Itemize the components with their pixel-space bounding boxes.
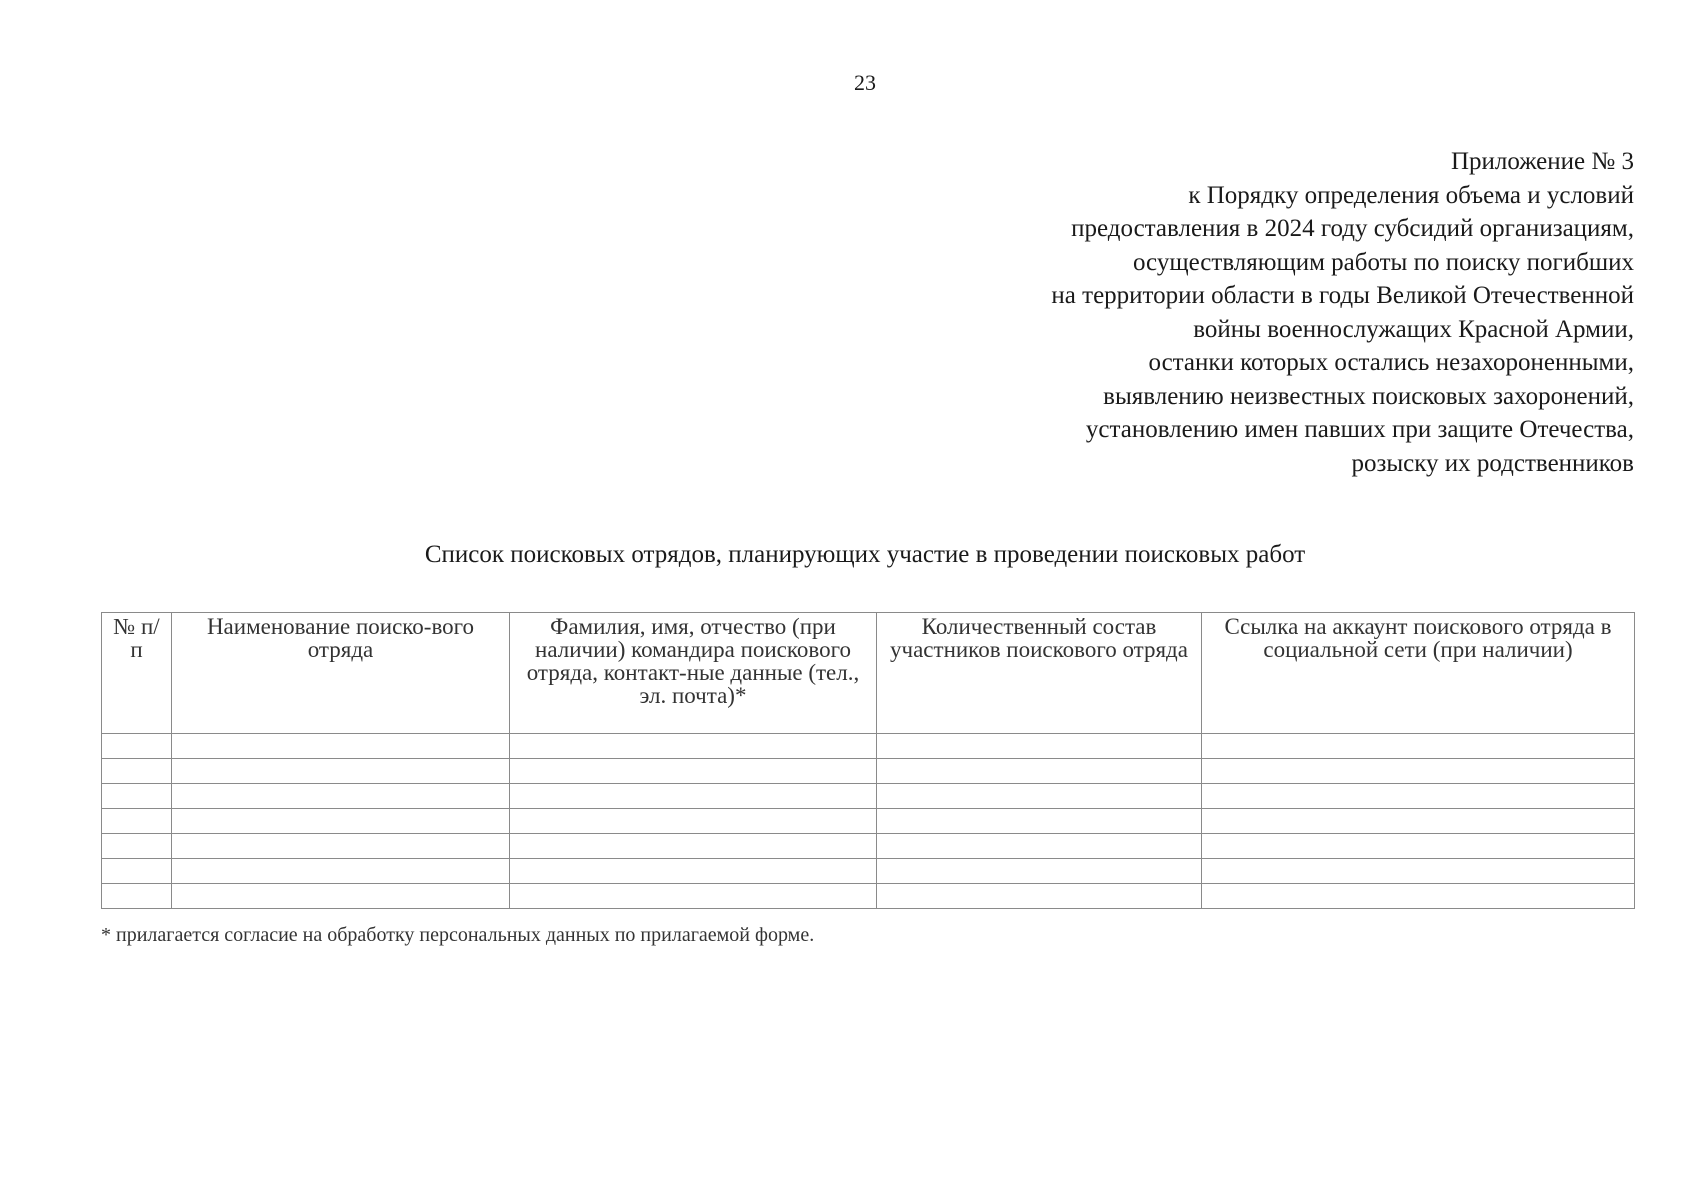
table-header-row	[102, 613, 1635, 734]
table-cell	[1202, 734, 1635, 759]
appendix-line: на территории области в годы Великой Отечественной	[1051, 282, 1634, 309]
table-cell	[510, 834, 877, 859]
table-cell	[102, 734, 172, 759]
appendix-line: розыску их родственников	[1351, 449, 1634, 477]
table-cell	[172, 884, 510, 909]
appendix-line: Приложение № 3	[1450, 148, 1634, 175]
table-cell	[877, 884, 1202, 909]
table-cell	[102, 784, 172, 809]
appendix-line: к Порядку определения объема и условий	[1188, 181, 1634, 209]
table-cell	[102, 809, 172, 834]
table-row	[102, 884, 1635, 909]
table-cell	[1202, 759, 1635, 784]
appendix-line: выявлению неизвестных поисковых захоронений,	[1103, 382, 1634, 410]
table-cell	[102, 834, 172, 859]
header-number: № п/п	[102, 613, 172, 734]
table-row	[102, 834, 1635, 859]
table-cell	[1202, 884, 1635, 909]
table-cell	[877, 784, 1202, 809]
header-commander-contacts: Фамилия, имя, отчество (при наличии) командира поискового отряда, контакт-ные данные (тел., эл. почта)*	[510, 613, 877, 734]
table-cell	[510, 759, 877, 784]
appendix-line: войны военнослужащих Красной Армии,	[1193, 315, 1634, 343]
table-cell	[1202, 834, 1635, 859]
header-squad-name: Наименование поиско-вого отряда	[172, 613, 510, 734]
table-cell	[1202, 784, 1635, 809]
header-social-link: Ссылка на аккаунт поискового отряда в социальной сети (при наличии)	[1202, 613, 1635, 734]
table-cell	[510, 734, 877, 759]
appendix-line: осуществляющим работы по поиску погибших	[1132, 248, 1634, 276]
table-cell	[877, 834, 1202, 859]
appendix-line: установлению имен павших при защите Отечества,	[1085, 416, 1634, 443]
appendix-line: останки которых остались незахороненными,	[1148, 349, 1634, 376]
table-cell	[510, 784, 877, 809]
table-cell	[510, 884, 877, 909]
table-cell	[877, 809, 1202, 834]
search-squads-table	[101, 612, 1635, 909]
appendix-line: предоставления в 2024 году субсидий организациям,	[1071, 215, 1634, 242]
table-cell	[877, 734, 1202, 759]
table-cell	[510, 809, 877, 834]
page-number: 23	[854, 70, 876, 95]
table-cell	[172, 784, 510, 809]
table-cell	[102, 884, 172, 909]
table-row	[102, 734, 1635, 759]
table-cell	[172, 734, 510, 759]
table-cell	[510, 859, 877, 884]
appendix-heading	[734, 145, 1634, 480]
table-cell	[1202, 809, 1635, 834]
header-member-count: Количественный состав участников поискового отряда	[877, 613, 1202, 734]
table-cell	[172, 809, 510, 834]
footnote: * прилагается согласие на обработку персональных данных по прилагаемой форме.	[101, 924, 815, 946]
table-cell	[102, 759, 172, 784]
table-cell	[102, 859, 172, 884]
table-cell	[172, 859, 510, 884]
table-cell	[1202, 859, 1635, 884]
table-row	[102, 859, 1635, 884]
list-title: Список поисковых отрядов, планирующих участие в проведении поисковых работ	[424, 541, 1306, 568]
table-row	[102, 784, 1635, 809]
table-row	[102, 809, 1635, 834]
table-cell	[172, 834, 510, 859]
table-cell	[172, 759, 510, 784]
table-row	[102, 759, 1635, 784]
table-cell	[877, 759, 1202, 784]
table-cell	[877, 859, 1202, 884]
